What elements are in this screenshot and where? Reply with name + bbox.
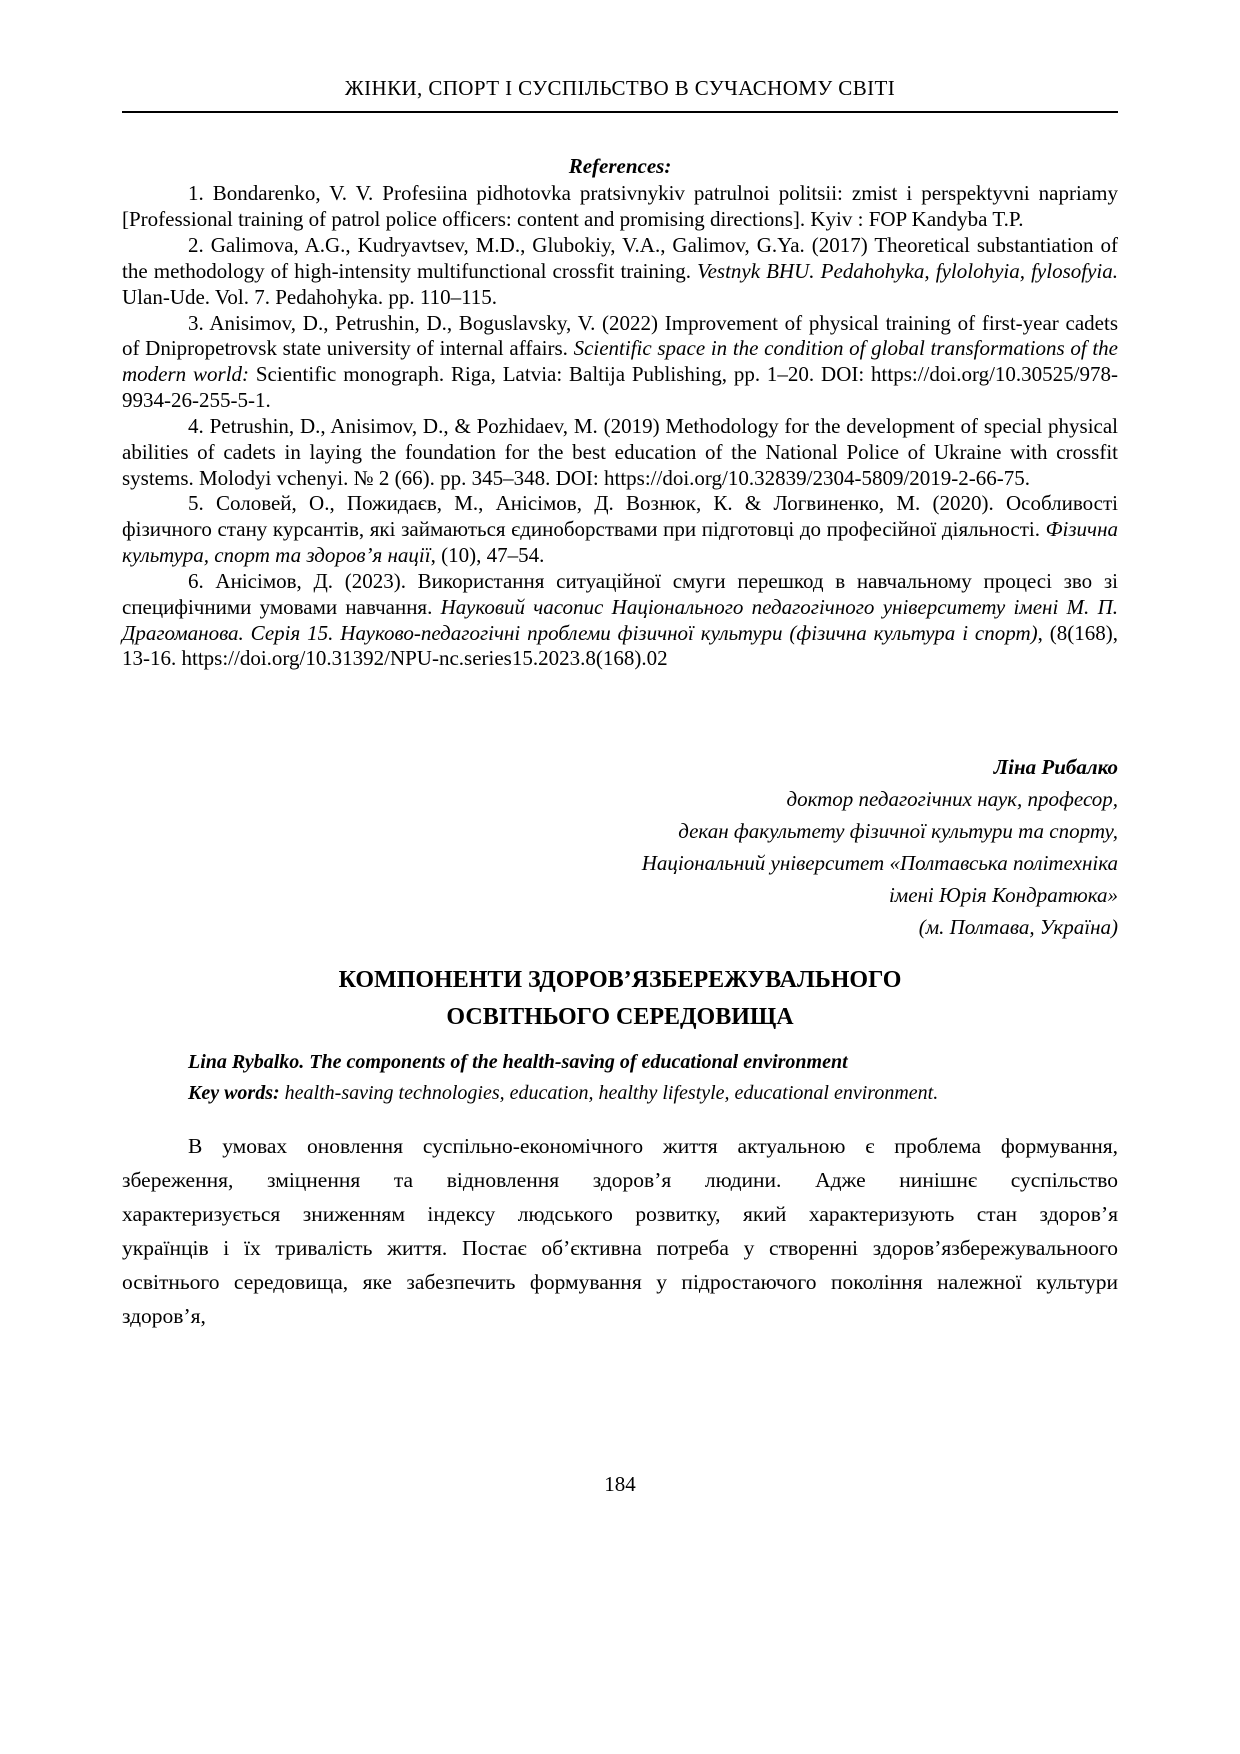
reference-source-title: Vestnyk BHU. Pedahohyka, fylolohyia, fylosofyia. [697, 258, 1118, 283]
reference-item [122, 311, 1118, 414]
article-title-line-2: ОСВІТНЬОГО СЕРЕДОВИЩА [446, 1003, 794, 1030]
article-title [122, 962, 1118, 1036]
author-location-line: (м. Полтава, Україна) [918, 914, 1118, 939]
reference-text: 4. Petrushin, D., Anisimov, D., & Pozhidaev, M. (2019) Methodology for the development of special physical abilities of cadets in laying the foundation for the best education of the National Police of Ukraine with crossfit systems. Molodyi vchenyi. № 2 (66). pp. 345–348. DOI: https://doi.org/10.32839/2304-5809/2019-2-66-75. [122, 413, 1118, 490]
author-degree-line: доктор педагогічних наук, професор, [786, 787, 1118, 812]
body-paragraph: В умовах оновлення суспільно-економічного життя актуальною є проблема формування, збереження, зміцнення та відновлення здоров’я людини. Адже нинішнє суспільство характеризується зниженням індексу людського розвитку, який характеризують стан здоров’я українців і їх тривалість життя. Постає об’єктивна потреба у створенні здоров’язбережувальноого освітнього середовища, яке забезпечить формування у підростаючого покоління належної культури здоров’я, [122, 1133, 1118, 1328]
reference-source-title: Фізична культура, спорт та здоров’я нації [122, 517, 1118, 568]
reference-item [122, 181, 1118, 233]
reference-item [122, 491, 1118, 568]
reference-item [122, 414, 1118, 491]
english-title: Lina Rybalko. The components of the health-saving of educational environment [188, 1050, 848, 1073]
reference-text: 3. Anisimov, D., Petrushin, D., Boguslavsky, V. (2022) Improvement of physical training of first-year cadets of Dnipropetrovsk state university of internal affairs. [122, 310, 1118, 361]
running-title: ЖІНКИ, СПОРТ І СУСПІЛЬСТВО В СУЧАСНОМУ СВІТІ [344, 76, 896, 100]
reference-text: Scientific monograph. Riga, Latvia: Baltija Publishing, pp. 1–20. DOI: https://doi.org/10.30525/978-9934-26-255-5-1. [122, 362, 1119, 413]
article-title-line-1: КОМПОНЕНТИ ЗДОРОВ’ЯЗБЕРЕЖУВАЛЬНОГО [338, 966, 902, 993]
keywords-paragraph [122, 1078, 1118, 1108]
keywords-label: Key words: [188, 1081, 280, 1104]
author-block [122, 752, 1118, 943]
reference-text: Ulan-Ude. Vol. 7. Pedahohyka. pp. 110–115. [122, 284, 498, 309]
reference-text: 1. Bondarenko, V. V. Profesiina pidhotovka pratsivnykiv patrulnoi politsii: zmist i perspektyvni napriamy [Professional training of patrol police officers: content and promising directions]. Kyiv : FOP Kandyba T.P. [122, 181, 1118, 232]
reference-item [122, 233, 1118, 310]
author-university-line-1: Національний університет «Полтавська політехніка [641, 850, 1118, 875]
references-list [122, 181, 1118, 672]
keywords-text: health-saving technologies, education, healthy lifestyle, educational environment. [279, 1081, 939, 1104]
reference-text: 5. Соловей, О., Пожидаєв, М., Анісімов, Д. Вознюк, К. & Логвиненко, М. (2020). Особливості фізичного стану курсантів, які займаються єдиноборствами при підготовці до професійної діяльності. [122, 491, 1118, 542]
reference-item [122, 569, 1118, 672]
references-heading: References: [568, 154, 672, 179]
reference-text: , (10), 47–54. [430, 543, 545, 568]
header-rule [122, 111, 1118, 113]
reference-text: , (8(168), 13-16. https://doi.org/10.31392/NPU-nc.series15.2023.8(168).02 [122, 620, 1118, 671]
page-number: 184 [604, 1472, 636, 1496]
reference-text: 2. Galimova, A.G., Kudryavtsev, M.D., Glubokiy, V.A., Galimov, G.Ya. (2017) Theoretical substantiation of the methodology of high-intensity multifunctional crossfit training. [122, 233, 1118, 283]
reference-source-title: Науковий часопис Національного педагогічного університету імені М. П. Драгоманова. Серія 15. Науково-педагогічні проблеми фізичної культури (фізична культура і спорт) [122, 594, 1118, 645]
reference-text: 6. Анісімов, Д. (2023). Використання ситуаційної смуги перешкод в навчальному процесі зво зі специфічними умовами навчання. [122, 568, 1118, 619]
author-position-line: декан факультету фізичної культури та спорту, [678, 818, 1118, 843]
author-university-line-2: імені Юрія Кондратюка» [888, 882, 1118, 907]
author-name: Ліна Рибалко [993, 755, 1118, 780]
reference-source-title: Scientific space in the condition of global transformations of the modern world: [122, 336, 1118, 387]
